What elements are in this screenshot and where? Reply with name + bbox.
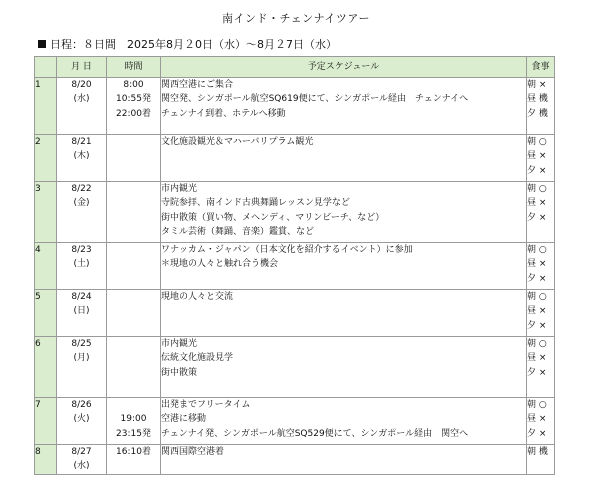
schedule-cell [161,290,527,337]
date-line: (水) [73,461,90,472]
date-line: (木) [73,151,90,162]
schedule-cell [161,78,527,135]
meals-cell [527,135,555,182]
meal-line: 夕 × [527,428,547,439]
date-cell [57,445,107,475]
meal-line: 昼 機 [527,94,548,105]
date-line: 8/26 [71,400,92,410]
meal-line: 朝 ○ [527,400,547,410]
schedule-line: 空港に移動 [161,414,207,425]
schedule-line: 関西国際空港着 [161,447,225,457]
meal-line: 昼 × [527,151,547,162]
time-cell [107,243,161,290]
date-line: 8/27 [71,447,92,457]
date-line: 8/23 [71,245,92,255]
schedule-cell [161,337,527,398]
time-cell [107,290,161,337]
meal-line: 昼 × [527,259,547,270]
time-line: 16:10着 [116,447,151,457]
date-cell [57,243,107,290]
day-number: 5 [35,290,57,337]
date-cell [57,290,107,337]
date-cell [57,337,107,398]
square-bullet-icon [38,40,46,48]
meal-line: 昼 × [527,353,547,364]
date-line: (日) [73,306,90,317]
schedule-line: チェンナイ発、シンガポール航空SQ529便にて、シンガポール経由 関空へ [161,428,469,439]
schedule-line: 出発までフリータイム [161,400,251,410]
table-row [35,182,555,243]
time-cell [107,445,161,475]
date-line: 8/21 [71,137,92,147]
schedule-line: 関西空港にご集合 [161,80,234,90]
schedule-dates-text: 日程：８日間 2025年8月２0日（水）〜8月２7日（水） [50,38,337,51]
day-number: 4 [35,243,57,290]
time-line: 8:00 [123,80,144,90]
schedule-line: 寺院参拝、南インド古典舞踊レッスン見学など [161,198,350,209]
date-line: 8/25 [71,339,92,349]
schedule-line: 伝統文化施設見学 [161,353,234,364]
meals-cell [527,182,555,243]
time-cell [107,135,161,182]
table-row [35,398,555,445]
time-cell [107,398,161,445]
table-row [35,243,555,290]
table-header-row [35,57,555,78]
time-cell [107,182,161,243]
meal-line: 夕 × [527,165,547,176]
date-cell [57,78,107,135]
schedule-line: タミル芸術（舞踊、音楽）鑑賞、など [161,227,315,238]
schedule-line: 街中散策（買い物、メヘンディ、マリンビーチ、など） [161,212,385,223]
meal-line: 朝 ○ [527,137,547,147]
col-header-schedule: 予定スケジュール [161,57,527,78]
table-row [35,135,555,182]
schedule-cell [161,182,527,243]
itinerary-table [34,56,555,475]
meals-cell [527,290,555,337]
schedule-line: 市内観光 [161,184,198,194]
date-cell [57,398,107,445]
meal-line: 夕 機 [527,108,548,119]
col-header-no [35,57,57,78]
meal-line: 昼 × [527,306,547,317]
meals-cell [527,445,555,475]
date-cell [57,182,107,243]
time-cell [107,337,161,398]
day-number: 6 [35,337,57,398]
date-cell [57,135,107,182]
time-line [107,398,160,412]
day-number: 3 [35,182,57,243]
meal-line: 朝 ○ [527,184,547,194]
date-line: 8/22 [71,184,92,194]
schedule-line: 文化施設観光＆マハーバリプラム観光 [161,137,314,147]
col-header-meals: 食事 [527,57,555,78]
schedule-cell [161,135,527,182]
meal-line: 昼 × [527,198,547,209]
meal-line: 夕 × [527,320,547,331]
date-line: (火) [73,414,90,425]
meals-cell [527,398,555,445]
meal-line: 夕 × [527,367,547,378]
schedule-line: ワナッカム・ジャパン（日本文化を紹介するイベント）に参加 [161,245,413,255]
meal-line: 昼 × [527,414,547,425]
time-line: 19:00 [120,414,147,425]
time-line: 10:55発 [116,94,151,105]
table-row [35,337,555,398]
schedule-cell [161,445,527,475]
meals-cell [527,243,555,290]
date-line: (月) [73,353,90,364]
schedule-cell [161,398,527,445]
schedule-cell [161,243,527,290]
meal-line: 朝 機 [527,447,548,457]
table-row [35,445,555,475]
itinerary-body [35,78,555,475]
date-line: 8/24 [71,292,92,302]
date-line: 8/20 [71,80,92,90]
date-line: (土) [73,259,90,270]
schedule-dates [38,36,337,52]
date-line: (水) [73,94,90,105]
col-header-date: 月 日 [57,57,107,78]
meal-line: 夕 × [527,273,547,284]
day-number: 1 [35,78,57,135]
table-row [35,290,555,337]
schedule-line: 関空発、シンガポール航空SQ619便にて、シンガポール経由 チェンナイへ [161,94,469,105]
time-cell [107,78,161,135]
page-title: 南インド・チェンナイツアー [221,12,371,25]
table-row [35,78,555,135]
schedule-line: 街中散策 [161,367,198,378]
schedule-line: チェンナイ到着、ホテルへ移動 [161,108,286,119]
meal-line: 朝 ○ [527,339,547,349]
meal-line: 朝 ○ [527,245,547,255]
meal-line: 夕 × [527,212,547,223]
time-line: 22:00着 [116,108,151,119]
time-line: 23:15発 [116,428,151,439]
day-number: 8 [35,445,57,475]
col-header-time: 時間 [107,57,161,78]
meal-line: 朝 × [527,80,547,90]
day-number: 2 [35,135,57,182]
date-line: (金) [73,198,90,209]
schedule-line: 市内観光 [161,339,198,349]
meal-line: 朝 ○ [527,292,547,302]
meals-cell [527,78,555,135]
meals-cell [527,337,555,398]
day-number: 7 [35,398,57,445]
schedule-line: 現地の人々と交流 [161,292,234,302]
schedule-line: ＊現地の人々と触れ合う機会 [161,259,279,270]
